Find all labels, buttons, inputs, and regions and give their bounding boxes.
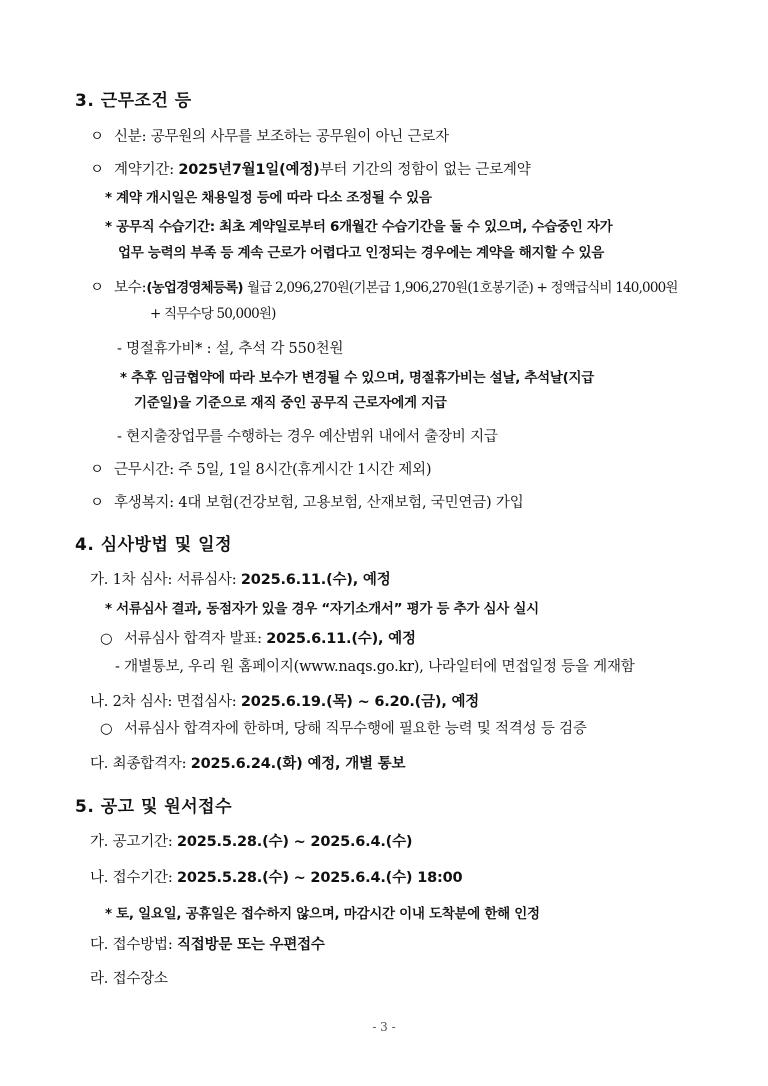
contract-date: 2025년7월1일(예정) xyxy=(178,162,320,178)
first-review-date: 2025.6.11.(수), 예정 xyxy=(240,572,391,588)
pay-label: 보수: xyxy=(114,280,147,296)
notice-period xyxy=(90,832,412,852)
contract-label: 계약기간: xyxy=(114,162,174,178)
application-period-label: 나. 접수기간: xyxy=(90,870,173,886)
bullet-icon: ㅇ xyxy=(90,280,104,296)
status-label: 신분: xyxy=(114,129,147,145)
second-review xyxy=(90,692,479,712)
hours-text: 주 5일, 1일 8시간(휴게시간 1시간 제외) xyxy=(178,462,432,478)
interview-detail-text: 서류심사 합격자에 한하며, 당해 직무수행에 필요한 능력 및 적격성 등 검증 xyxy=(124,721,587,737)
welfare-item xyxy=(90,493,524,513)
status-item xyxy=(90,127,449,147)
circle-icon: ○ xyxy=(100,721,113,737)
application-method-label: 다. 접수방법: xyxy=(90,937,173,953)
holiday-bonus: - 명절휴가비* : 설, 추석 각 550천원 xyxy=(117,341,344,357)
pay-line2: + 직무수당 50,000원) xyxy=(150,306,276,322)
bullet-icon: ㅇ xyxy=(90,495,104,511)
pay-line1: 월급 2,096,270원(기본급 1,906,270원(1호봉기준) + 정액급식비 140,000원 xyxy=(247,280,678,296)
interview-detail xyxy=(100,719,587,739)
section-3-heading: 3. 근무조건 등 xyxy=(75,91,192,111)
application-note: * 토, 일요일, 공휴일은 접수하지 않으며, 마감시간 이내 도착분에 한해 인정 xyxy=(105,906,540,922)
application-method-text: 직접방문 또는 우편접수 xyxy=(176,937,325,953)
tie-break-note: * 서류심사 결과, 동점자가 있을 경우 “자기소개서” 평가 등 추가 심사 실시 xyxy=(105,601,539,617)
contract-note: * 계약 개시일은 채용일정 등에 따라 다소 조정될 수 있음 xyxy=(105,190,432,206)
application-place-label: 라. 접수장소 xyxy=(90,971,168,987)
hours-item xyxy=(90,460,431,480)
first-review xyxy=(90,570,391,590)
travel-expense: - 현지출장업무를 수행하는 경우 예산범위 내에서 출장비 지급 xyxy=(117,429,498,445)
second-review-date: 2025.6.19.(목) ~ 6.20.(금), 예정 xyxy=(240,694,480,710)
notice-period-label: 가. 공고기간: xyxy=(90,834,173,850)
circle-icon: ○ xyxy=(100,631,113,647)
probation-note-line1: * 공무직 수습기간: 최초 계약일로부터 6개월간 수습기간을 둘 수 있으며, 수습중인 자가 xyxy=(105,219,613,235)
contract-item xyxy=(90,160,531,180)
page-number: - 3 - xyxy=(372,1020,396,1034)
pass-date: 2025.6.11.(수), 예정 xyxy=(266,631,416,647)
pass-label: 서류심사 합격자 발표: xyxy=(124,631,262,647)
bullet-icon: ㅇ xyxy=(90,162,104,178)
pay-change-note-line1: * 추후 임금협약에 따라 보수가 변경될 수 있으며, 명절휴가비는 설날, 추석날(지급 xyxy=(120,370,594,386)
first-review-label: 가. 1차 심사: 서류심사: xyxy=(90,572,237,588)
application-period xyxy=(90,868,462,888)
notice-channels: - 개별통보, 우리 원 홈페이지(www.naqs.go.kr), 나라일터에 면접일정 등을 게재함 xyxy=(115,659,635,675)
section-5-heading: 5. 공고 및 원서접수 xyxy=(75,797,232,817)
application-method xyxy=(90,935,325,955)
final-result-date: 2025.6.24.(화) 예정, 개별 통보 xyxy=(190,756,406,772)
welfare-label: 후생복지: xyxy=(114,495,174,511)
final-result xyxy=(90,754,405,774)
pay-farm-note: (농업경영체등록) xyxy=(146,280,243,296)
welfare-text: 4대 보험(건강보험, 고용보험, 산재보험, 국민연금) 가입 xyxy=(178,495,524,511)
notice-period-dates: 2025.5.28.(수) ~ 2025.6.4.(수) xyxy=(176,834,413,850)
status-text: 공무원의 사무를 보조하는 공무원이 아닌 근로자 xyxy=(150,129,449,145)
document-pass-announcement xyxy=(100,629,416,649)
probation-note-line2: 업무 능력의 부족 등 계속 근로가 어렵다고 인정되는 경우에는 계약을 해지할 수 있음 xyxy=(118,245,604,261)
second-review-label: 나. 2차 심사: 면접심사: xyxy=(90,694,237,710)
final-result-label: 다. 최종합격자: xyxy=(90,756,187,772)
pay-change-note-line2: 기준일)을 기준으로 재직 중인 공무직 근로자에게 지급 xyxy=(134,395,447,411)
contract-text: 부터 기간의 정함이 없는 근로계약 xyxy=(319,162,531,178)
application-period-dates: 2025.5.28.(수) ~ 2025.6.4.(수) 18:00 xyxy=(176,870,463,886)
bullet-icon: ㅇ xyxy=(90,462,104,478)
bullet-icon: ㅇ xyxy=(90,129,104,145)
hours-label: 근무시간: xyxy=(114,462,174,478)
section-4-heading: 4. 심사방법 및 일정 xyxy=(75,535,232,555)
pay-item xyxy=(90,278,678,298)
